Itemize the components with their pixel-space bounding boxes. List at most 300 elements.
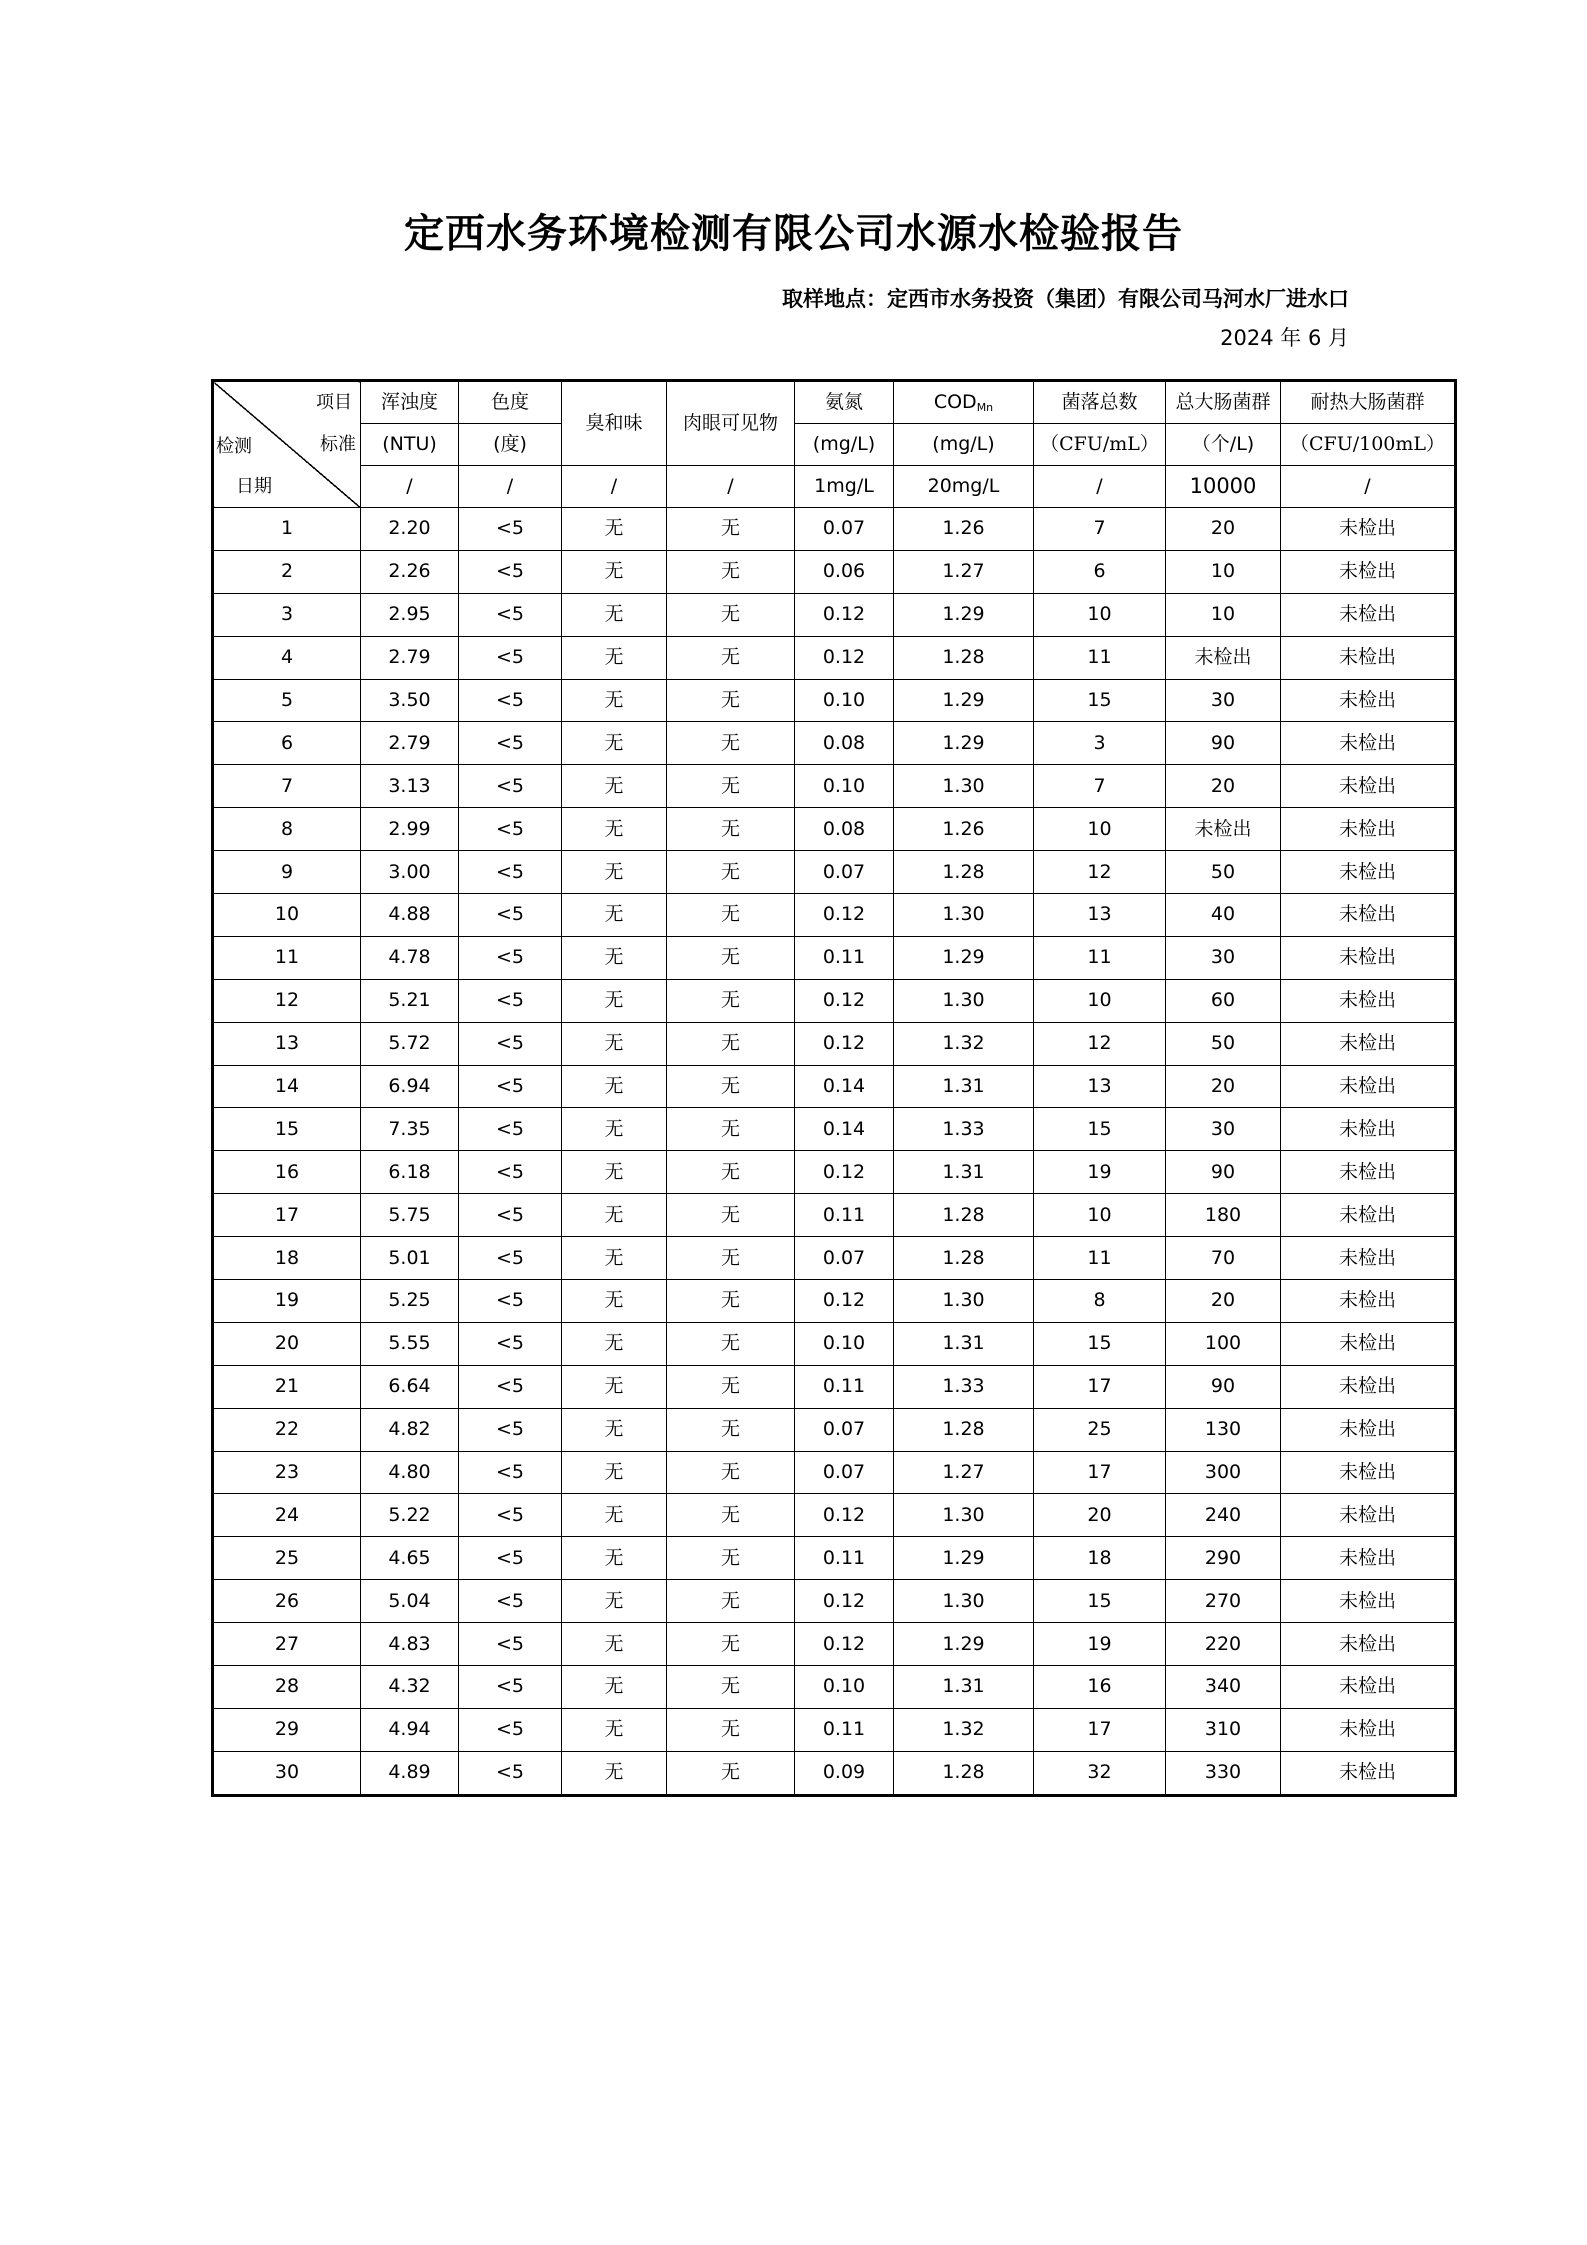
value-cell: 0.10 — [795, 1666, 894, 1709]
table-row — [213, 765, 1456, 808]
value-cell: <5 — [459, 1408, 562, 1451]
value-cell: 未检出 — [1281, 1065, 1456, 1108]
value-cell: 1.30 — [894, 979, 1034, 1022]
value-cell: <5 — [459, 851, 562, 894]
table-row — [213, 1451, 1456, 1494]
value-cell: <5 — [459, 508, 562, 551]
table-row — [213, 679, 1456, 722]
table-row — [213, 808, 1456, 851]
value-cell: 1.30 — [894, 894, 1034, 937]
value-cell: 0.11 — [795, 1365, 894, 1408]
value-cell: 无 — [562, 550, 667, 593]
value-cell: 4.65 — [361, 1537, 459, 1580]
value-cell: 5.72 — [361, 1022, 459, 1065]
value-cell: 无 — [562, 1365, 667, 1408]
day-cell: 23 — [213, 1451, 361, 1494]
value-cell: <5 — [459, 936, 562, 979]
corner-date-label: 日期 — [236, 476, 272, 497]
table-row — [213, 1666, 1456, 1709]
value-cell: 0.11 — [795, 1537, 894, 1580]
table-row — [213, 1280, 1456, 1323]
day-cell: 17 — [213, 1194, 361, 1237]
value-cell: 90 — [1166, 1365, 1281, 1408]
value-cell: 无 — [667, 808, 795, 851]
value-cell: 1.27 — [894, 550, 1034, 593]
value-cell: 无 — [562, 636, 667, 679]
value-cell: 0.11 — [795, 1708, 894, 1751]
value-cell: 1.30 — [894, 1494, 1034, 1537]
value-cell: 0.10 — [795, 1322, 894, 1365]
report-title: 定西水务环境检测有限公司水源水检验报告 — [404, 211, 1183, 257]
value-cell: 16 — [1034, 1666, 1166, 1709]
value-cell: 无 — [562, 1280, 667, 1323]
value-cell: 17 — [1034, 1451, 1166, 1494]
value-cell: 1.32 — [894, 1708, 1034, 1751]
value-cell: 无 — [562, 1666, 667, 1709]
value-cell: 0.07 — [795, 1237, 894, 1280]
day-cell: 19 — [213, 1280, 361, 1323]
value-cell: 1.30 — [894, 1280, 1034, 1323]
value-cell: <5 — [459, 1280, 562, 1323]
value-cell: 70 — [1166, 1237, 1281, 1280]
value-cell: 0.12 — [795, 593, 894, 636]
value-cell: 未检出 — [1166, 636, 1281, 679]
day-cell: 9 — [213, 851, 361, 894]
value-cell: 1.27 — [894, 1451, 1034, 1494]
value-cell: 1.28 — [894, 1194, 1034, 1237]
value-cell: 10 — [1034, 593, 1166, 636]
unit-color: (度) — [459, 424, 562, 466]
value-cell: 无 — [562, 1194, 667, 1237]
value-cell: <5 — [459, 1708, 562, 1751]
value-cell: 8 — [1034, 1280, 1166, 1323]
table-row — [213, 894, 1456, 937]
value-cell: <5 — [459, 1322, 562, 1365]
day-cell: 14 — [213, 1065, 361, 1108]
value-cell: 未检出 — [1281, 1623, 1456, 1666]
value-cell: 1.31 — [894, 1322, 1034, 1365]
value-cell: 无 — [667, 1708, 795, 1751]
value-cell: 无 — [667, 765, 795, 808]
value-cell: <5 — [459, 765, 562, 808]
value-cell: 未检出 — [1281, 1580, 1456, 1623]
table-row — [213, 1194, 1456, 1237]
value-cell: 2.79 — [361, 636, 459, 679]
day-cell: 30 — [213, 1751, 361, 1795]
value-cell: <5 — [459, 550, 562, 593]
value-cell: 未检出 — [1281, 636, 1456, 679]
value-cell: 1.30 — [894, 1580, 1034, 1623]
table-row — [213, 1408, 1456, 1451]
value-cell: <5 — [459, 1237, 562, 1280]
value-cell: 0.12 — [795, 1022, 894, 1065]
value-cell: 30 — [1166, 679, 1281, 722]
value-cell: 4.32 — [361, 1666, 459, 1709]
value-cell: <5 — [459, 1666, 562, 1709]
value-cell: 未检出 — [1281, 593, 1456, 636]
value-cell: 0.10 — [795, 765, 894, 808]
value-cell: 1.31 — [894, 1065, 1034, 1108]
sampling-location: 取样地点：定西市水务投资（集团）有限公司马河水厂进水口 — [782, 287, 1349, 311]
value-cell: 0.07 — [795, 1408, 894, 1451]
value-cell: 4.89 — [361, 1751, 459, 1795]
day-cell: 6 — [213, 722, 361, 765]
value-cell: 未检出 — [1281, 1151, 1456, 1194]
value-cell: 4.88 — [361, 894, 459, 937]
value-cell: 无 — [562, 1580, 667, 1623]
col-header-turbidity: 浑浊度 — [361, 381, 459, 424]
value-cell: 无 — [562, 1151, 667, 1194]
value-cell: 0.07 — [795, 851, 894, 894]
value-cell: 无 — [562, 1322, 667, 1365]
value-cell: <5 — [459, 679, 562, 722]
value-cell: <5 — [459, 979, 562, 1022]
value-cell: <5 — [459, 1365, 562, 1408]
value-cell: 无 — [667, 1408, 795, 1451]
value-cell: 330 — [1166, 1751, 1281, 1795]
value-cell: 无 — [667, 1237, 795, 1280]
value-cell: 5.55 — [361, 1322, 459, 1365]
value-cell: 0.07 — [795, 508, 894, 551]
value-cell: 220 — [1166, 1623, 1281, 1666]
value-cell: 无 — [562, 508, 667, 551]
value-cell: 18 — [1034, 1537, 1166, 1580]
value-cell: 10 — [1166, 593, 1281, 636]
value-cell: 无 — [562, 1708, 667, 1751]
unit-colony-count: （CFU/mL） — [1034, 424, 1166, 466]
value-cell: 5.25 — [361, 1280, 459, 1323]
value-cell: 1.29 — [894, 1623, 1034, 1666]
day-cell: 12 — [213, 979, 361, 1022]
day-cell: 7 — [213, 765, 361, 808]
value-cell: 无 — [562, 1537, 667, 1580]
value-cell: <5 — [459, 636, 562, 679]
value-cell: 180 — [1166, 1194, 1281, 1237]
day-cell: 13 — [213, 1022, 361, 1065]
value-cell: 0.07 — [795, 1451, 894, 1494]
value-cell: 0.14 — [795, 1108, 894, 1151]
report-date: 2024 年 6 月 — [1220, 326, 1349, 350]
value-cell: <5 — [459, 1580, 562, 1623]
value-cell: 12 — [1034, 851, 1166, 894]
value-cell: <5 — [459, 1022, 562, 1065]
value-cell: 无 — [667, 979, 795, 1022]
value-cell: <5 — [459, 1537, 562, 1580]
value-cell: 5.21 — [361, 979, 459, 1022]
value-cell: 无 — [562, 1494, 667, 1537]
value-cell: 未检出 — [1281, 1194, 1456, 1237]
day-cell: 8 — [213, 808, 361, 851]
value-cell: <5 — [459, 593, 562, 636]
value-cell: 12 — [1034, 1022, 1166, 1065]
value-cell: 无 — [667, 1580, 795, 1623]
value-cell: 2.20 — [361, 508, 459, 551]
value-cell: 未检出 — [1281, 1408, 1456, 1451]
value-cell: 6.94 — [361, 1065, 459, 1108]
table-row — [213, 1108, 1456, 1151]
value-cell: 15 — [1034, 1580, 1166, 1623]
value-cell: 无 — [562, 1108, 667, 1151]
value-cell: 1.33 — [894, 1365, 1034, 1408]
value-cell: 未检出 — [1166, 808, 1281, 851]
col-header-visible-matter: 肉眼可见物 — [667, 381, 795, 466]
value-cell: 未检出 — [1281, 808, 1456, 851]
value-cell: 无 — [562, 679, 667, 722]
value-cell: 2.26 — [361, 550, 459, 593]
value-cell: 1.33 — [894, 1108, 1034, 1151]
value-cell: 30 — [1166, 936, 1281, 979]
value-cell: 2.79 — [361, 722, 459, 765]
water-quality-table — [211, 379, 1457, 1797]
value-cell: 无 — [667, 679, 795, 722]
value-cell: 无 — [667, 722, 795, 765]
value-cell: 0.11 — [795, 936, 894, 979]
col-header-colony-count: 菌落总数 — [1034, 381, 1166, 424]
value-cell: <5 — [459, 1751, 562, 1795]
value-cell: 0.12 — [795, 894, 894, 937]
value-cell: 0.08 — [795, 808, 894, 851]
value-cell: <5 — [459, 1108, 562, 1151]
table-row — [213, 1365, 1456, 1408]
value-cell: 1.28 — [894, 1751, 1034, 1795]
day-cell: 22 — [213, 1408, 361, 1451]
value-cell: 13 — [1034, 894, 1166, 937]
value-cell: 15 — [1034, 1108, 1166, 1151]
day-cell: 3 — [213, 593, 361, 636]
value-cell: 300 — [1166, 1451, 1281, 1494]
value-cell: 未检出 — [1281, 1365, 1456, 1408]
table-row — [213, 1623, 1456, 1666]
value-cell: 0.11 — [795, 1194, 894, 1237]
value-cell: 1.29 — [894, 593, 1034, 636]
value-cell: <5 — [459, 1194, 562, 1237]
value-cell: 1.32 — [894, 1022, 1034, 1065]
value-cell: 90 — [1166, 1151, 1281, 1194]
value-cell: 10 — [1034, 979, 1166, 1022]
day-cell: 2 — [213, 550, 361, 593]
table-row — [213, 1151, 1456, 1194]
table-row — [213, 722, 1456, 765]
value-cell: 5.04 — [361, 1580, 459, 1623]
value-cell: 0.12 — [795, 636, 894, 679]
value-cell: 7 — [1034, 508, 1166, 551]
value-cell: 270 — [1166, 1580, 1281, 1623]
unit-ammonia: (mg/L) — [795, 424, 894, 466]
value-cell: 未检出 — [1281, 1322, 1456, 1365]
value-cell: 无 — [562, 593, 667, 636]
value-cell: 无 — [667, 894, 795, 937]
value-cell: 无 — [667, 1194, 795, 1237]
value-cell: 60 — [1166, 979, 1281, 1022]
value-cell: 19 — [1034, 1151, 1166, 1194]
day-cell: 15 — [213, 1108, 361, 1151]
value-cell: 20 — [1166, 508, 1281, 551]
table-row — [213, 550, 1456, 593]
day-cell: 5 — [213, 679, 361, 722]
day-cell: 21 — [213, 1365, 361, 1408]
value-cell: 6 — [1034, 550, 1166, 593]
value-cell: 未检出 — [1281, 1108, 1456, 1151]
value-cell: 无 — [667, 1623, 795, 1666]
value-cell: 15 — [1034, 679, 1166, 722]
table-row — [213, 636, 1456, 679]
table-row — [213, 1065, 1456, 1108]
value-cell: 无 — [667, 1280, 795, 1323]
standard-value: / — [459, 466, 562, 508]
value-cell: 1.30 — [894, 765, 1034, 808]
value-cell: 无 — [667, 851, 795, 894]
day-cell: 20 — [213, 1322, 361, 1365]
value-cell: 无 — [667, 936, 795, 979]
value-cell: 340 — [1166, 1666, 1281, 1709]
value-cell: 1.28 — [894, 1408, 1034, 1451]
value-cell: 无 — [562, 894, 667, 937]
value-cell: 6.64 — [361, 1365, 459, 1408]
value-cell: 未检出 — [1281, 1280, 1456, 1323]
value-cell: 4.82 — [361, 1408, 459, 1451]
standard-value: / — [1034, 466, 1166, 508]
value-cell: 1.31 — [894, 1666, 1034, 1709]
value-cell: 4.78 — [361, 936, 459, 979]
col-header-cod: $COD_{Mn}$ — [894, 381, 1034, 424]
value-cell: 无 — [667, 508, 795, 551]
value-cell: 无 — [667, 1751, 795, 1795]
value-cell: 3.00 — [361, 851, 459, 894]
value-cell: 5.22 — [361, 1494, 459, 1537]
value-cell: 32 — [1034, 1751, 1166, 1795]
value-cell: 未检出 — [1281, 894, 1456, 937]
value-cell: 6.18 — [361, 1151, 459, 1194]
value-cell: 10 — [1034, 808, 1166, 851]
value-cell: 未检出 — [1281, 936, 1456, 979]
value-cell: 无 — [667, 1666, 795, 1709]
value-cell: 10 — [1034, 1194, 1166, 1237]
value-cell: 20 — [1166, 1065, 1281, 1108]
value-cell: 0.12 — [795, 1151, 894, 1194]
value-cell: 未检出 — [1281, 1022, 1456, 1065]
value-cell: 0.12 — [795, 1623, 894, 1666]
value-cell: 无 — [562, 1237, 667, 1280]
value-cell: 无 — [562, 765, 667, 808]
value-cell: 无 — [562, 1751, 667, 1795]
day-cell: 11 — [213, 936, 361, 979]
day-cell: 4 — [213, 636, 361, 679]
standard-value: / — [361, 466, 459, 508]
standard-value: / — [1281, 466, 1456, 508]
value-cell: 290 — [1166, 1537, 1281, 1580]
value-cell: 无 — [562, 1451, 667, 1494]
value-cell: 无 — [562, 722, 667, 765]
table-row — [213, 1751, 1456, 1795]
value-cell: 19 — [1034, 1623, 1166, 1666]
table-row — [213, 593, 1456, 636]
value-cell: 未检出 — [1281, 679, 1456, 722]
col-header-ammonia: 氨氮 — [795, 381, 894, 424]
value-cell: 1.26 — [894, 808, 1034, 851]
value-cell: 未检出 — [1281, 1708, 1456, 1751]
value-cell: 未检出 — [1281, 508, 1456, 551]
day-cell: 1 — [213, 508, 361, 551]
value-cell: <5 — [459, 1623, 562, 1666]
value-cell: 1.31 — [894, 1151, 1034, 1194]
value-cell: 未检出 — [1281, 550, 1456, 593]
value-cell: 1.28 — [894, 851, 1034, 894]
table-row — [213, 979, 1456, 1022]
value-cell: 未检出 — [1281, 765, 1456, 808]
unit-thermo-coliform: （CFU/100mL） — [1281, 424, 1456, 466]
value-cell: 无 — [667, 1494, 795, 1537]
corner-standard-label: 标准 — [320, 434, 356, 455]
value-cell: 无 — [562, 1065, 667, 1108]
value-cell: 1.29 — [894, 936, 1034, 979]
value-cell: 100 — [1166, 1322, 1281, 1365]
value-cell: 1.29 — [894, 722, 1034, 765]
day-cell: 10 — [213, 894, 361, 937]
value-cell: 无 — [667, 1451, 795, 1494]
table-row — [213, 1322, 1456, 1365]
day-cell: 24 — [213, 1494, 361, 1537]
value-cell: 3.13 — [361, 765, 459, 808]
unit-turbidity: (NTU) — [361, 424, 459, 466]
value-cell: 30 — [1166, 1108, 1281, 1151]
value-cell: 无 — [667, 636, 795, 679]
day-cell: 26 — [213, 1580, 361, 1623]
value-cell: 0.08 — [795, 722, 894, 765]
day-cell: 16 — [213, 1151, 361, 1194]
value-cell: 无 — [667, 1108, 795, 1151]
value-cell: 50 — [1166, 1022, 1281, 1065]
value-cell: 0.12 — [795, 1494, 894, 1537]
value-cell: 无 — [562, 1022, 667, 1065]
day-cell: 27 — [213, 1623, 361, 1666]
table-row — [213, 1537, 1456, 1580]
value-cell: 11 — [1034, 936, 1166, 979]
value-cell: 未检出 — [1281, 1494, 1456, 1537]
value-cell: 17 — [1034, 1708, 1166, 1751]
value-cell: 未检出 — [1281, 722, 1456, 765]
table-row — [213, 1708, 1456, 1751]
table-corner-header — [213, 381, 361, 508]
day-cell: 25 — [213, 1537, 361, 1580]
value-cell: <5 — [459, 722, 562, 765]
col-header-total-coliform: 总大肠菌群 — [1166, 381, 1281, 424]
value-cell: <5 — [459, 1494, 562, 1537]
table-row — [213, 1022, 1456, 1065]
value-cell: 40 — [1166, 894, 1281, 937]
value-cell: 无 — [667, 1537, 795, 1580]
value-cell: 无 — [667, 1322, 795, 1365]
corner-item-label: 项目 — [316, 392, 352, 413]
day-cell: 28 — [213, 1666, 361, 1709]
value-cell: 50 — [1166, 851, 1281, 894]
value-cell: <5 — [459, 1451, 562, 1494]
value-cell: 无 — [667, 593, 795, 636]
value-cell: 未检出 — [1281, 1666, 1456, 1709]
value-cell: 无 — [667, 1065, 795, 1108]
value-cell: 未检出 — [1281, 1537, 1456, 1580]
table-row — [213, 936, 1456, 979]
value-cell: 1.26 — [894, 508, 1034, 551]
standard-value: 20mg/L — [894, 466, 1034, 508]
value-cell: 25 — [1034, 1408, 1166, 1451]
table-row — [213, 1237, 1456, 1280]
value-cell: 0.12 — [795, 1580, 894, 1623]
value-cell: <5 — [459, 808, 562, 851]
value-cell: 20 — [1166, 765, 1281, 808]
value-cell: 无 — [562, 808, 667, 851]
value-cell: 1.29 — [894, 1537, 1034, 1580]
standard-value: 1mg/L — [795, 466, 894, 508]
